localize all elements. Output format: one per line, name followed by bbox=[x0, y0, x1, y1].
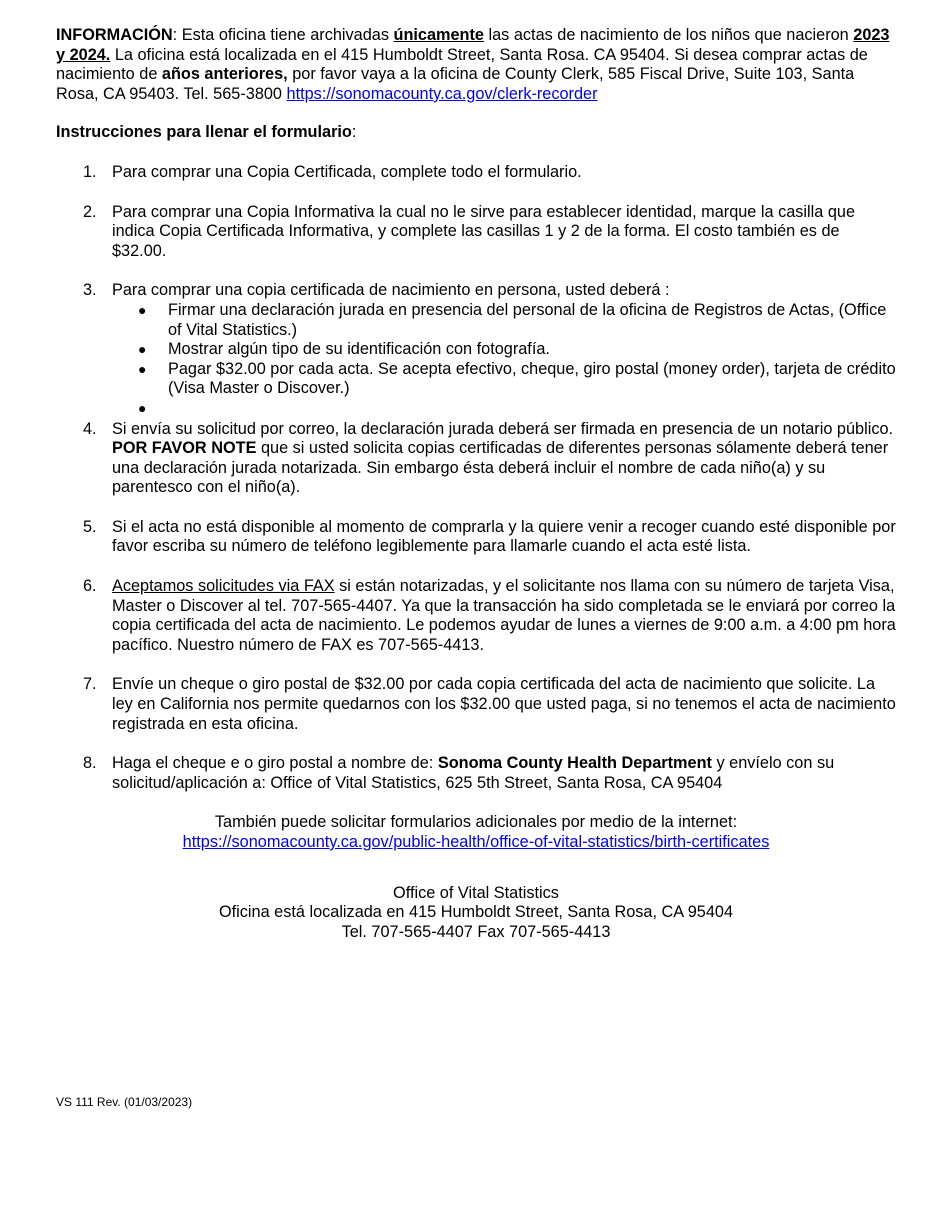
por-favor-note: POR FAVOR NOTE bbox=[112, 439, 257, 458]
more-forms bbox=[56, 813, 896, 852]
bullet-item-empty bbox=[112, 399, 896, 419]
step-3-bullets bbox=[112, 301, 896, 419]
bullet-dot: ● bbox=[138, 360, 147, 377]
bullet-item: ● Pagar $32.00 por cada acta. Se acepta efectivo, cheque, giro postal (money order), tarjeta de crédito (Visa Master o Discover.) bbox=[138, 359, 896, 398]
more-forms-text: También puede solicitar formularios adicionales por medio de la internet: bbox=[214, 813, 738, 832]
emphasis-years: 2023 y 2024. bbox=[56, 26, 890, 64]
document-page bbox=[56, 26, 896, 942]
instructions-heading: Instrucciones para llenar el formulario: bbox=[56, 123, 357, 142]
payee-name: Sonoma County Health Department bbox=[437, 754, 712, 773]
info-label: INFORMACIÓN bbox=[56, 26, 173, 44]
clerk-recorder-link[interactable]: https://sonomacounty.ca.gov/clerk-recorder bbox=[286, 84, 598, 103]
bullet-item: ● Mostrar algún tipo de su identificación con fotografía. bbox=[138, 340, 550, 359]
step-5: 5. Si el acta no está disponible al momento de comprarla y la quiere venir a recoger cuando esté disponible por favor escriba su número de teléfono legiblemente para llamarle cuando el acta esté lista. bbox=[83, 517, 896, 556]
bullet-dot: ● bbox=[138, 341, 147, 358]
step-3: 3. Para comprar una copia certificada de nacimiento en persona, usted deberá : ● Firmar una declaración jurada en presencia del personal de la oficina de Registros de Actas, (Office of Vital Statistics.) ● Mostrar algún tipo de su identificación con fotografía. ● Pagar $32.00 por cada acta. Se acepta efectivo, cheque, giro postal (money order), tarjeta de crédito (Visa Master o Discover.) ● bbox=[56, 281, 896, 418]
office-address: Oficina está localizada en 415 Humboldt Street, Santa Rosa, CA 95404 bbox=[218, 903, 734, 922]
instruction-list bbox=[56, 163, 896, 793]
emphasis-unicamente: únicamente bbox=[393, 26, 484, 44]
form-revision: VS 111 Rev. (01/03/2023) bbox=[56, 1095, 193, 1109]
emphasis-previous-years: años anteriores, bbox=[161, 65, 288, 84]
bullet-item: ● Firmar una declaración jurada en presencia del personal de la oficina de Registros de Actas, (Office of Vital Statistics.) bbox=[138, 300, 887, 339]
bullet-dot: ● bbox=[138, 301, 147, 318]
step-7: 7. Envíe un cheque o giro postal de $32.00 por cada copia certificada del acta de nacimiento que solicite. La ley en California nos permite quedarnos con los $32.00 que usted paga, si no tenemos el acta de nacimiento registrada en esta oficina. bbox=[83, 675, 896, 733]
step-6: 6. Aceptamos solicitudes via FAX si están notarizadas, y el solicitante nos llama con su número de tarjeta Visa, Master o Discover al tel. 707-565-4407. Ya que la transacción ha sido completada se le enviará por correo la copia certificada del acta de nacimiento. Le podemos ayudar de lunes a viernes de 9:00 a.m. a 4:00 pm hora pacífico. Nuestro número de FAX es 707-565-4413. bbox=[83, 577, 896, 654]
info-paragraph: INFORMACIÓN: Esta oficina tiene archivadas únicamente las actas de nacimiento de los niños que nacieron 2023 y 2024. La oficina está localizada en el 415 Humboldt Street, Santa Rosa. CA 95404. Si desea comprar actas de nacimiento de años anteriores, por favor vaya a la oficina de County Clerk, 585 Fiscal Drive, Suite 103, Santa Rosa, CA 95403. Tel. 565-3800 https://sonomacounty.ca.gov/clerk-recorder bbox=[56, 26, 890, 103]
birth-certificates-link[interactable]: https://sonomacounty.ca.gov/public-health/office-of-vital-statistics/birth-certificates bbox=[182, 833, 770, 851]
step-8: 8. Haga el cheque e o giro postal a nombre de: Sonoma County Health Department y envíelo con su solicitud/aplicación a: Office of Vital Statistics, 625 5th Street, Santa Rosa, CA 95404 bbox=[83, 754, 835, 792]
step-1: 1. Para comprar una Copia Certificada, complete todo el formulario. bbox=[83, 162, 582, 181]
office-contact bbox=[56, 884, 896, 943]
step-4: 4. Si envía su solicitud por correo, la declaración jurada deberá ser firmada en presencia de un notario público. POR FAVOR NOTE que si usted solicita copias certificadas de diferentes personas sólamente deberá tener una declaración jurada notarizada. Sin embargo ésta deberá incluir el nombre de cada niño(a) y su parentesco con el niño(a). bbox=[83, 419, 894, 497]
bullet-dot: ● bbox=[138, 399, 147, 416]
office-phone: Tel. 707-565-4407 Fax 707-565-4413 bbox=[341, 922, 611, 941]
step-2: 2. Para comprar una Copia Informativa la cual no le sirve para establecer identidad, marque la casilla que indica Copia Certificada Informativa, y complete las casillas 1 y 2 de la forma. El costo también es de $32.00. bbox=[83, 202, 856, 260]
fax-underlined: Aceptamos solicitudes via FAX bbox=[112, 577, 335, 596]
office-name: Office of Vital Statistics bbox=[393, 883, 559, 902]
